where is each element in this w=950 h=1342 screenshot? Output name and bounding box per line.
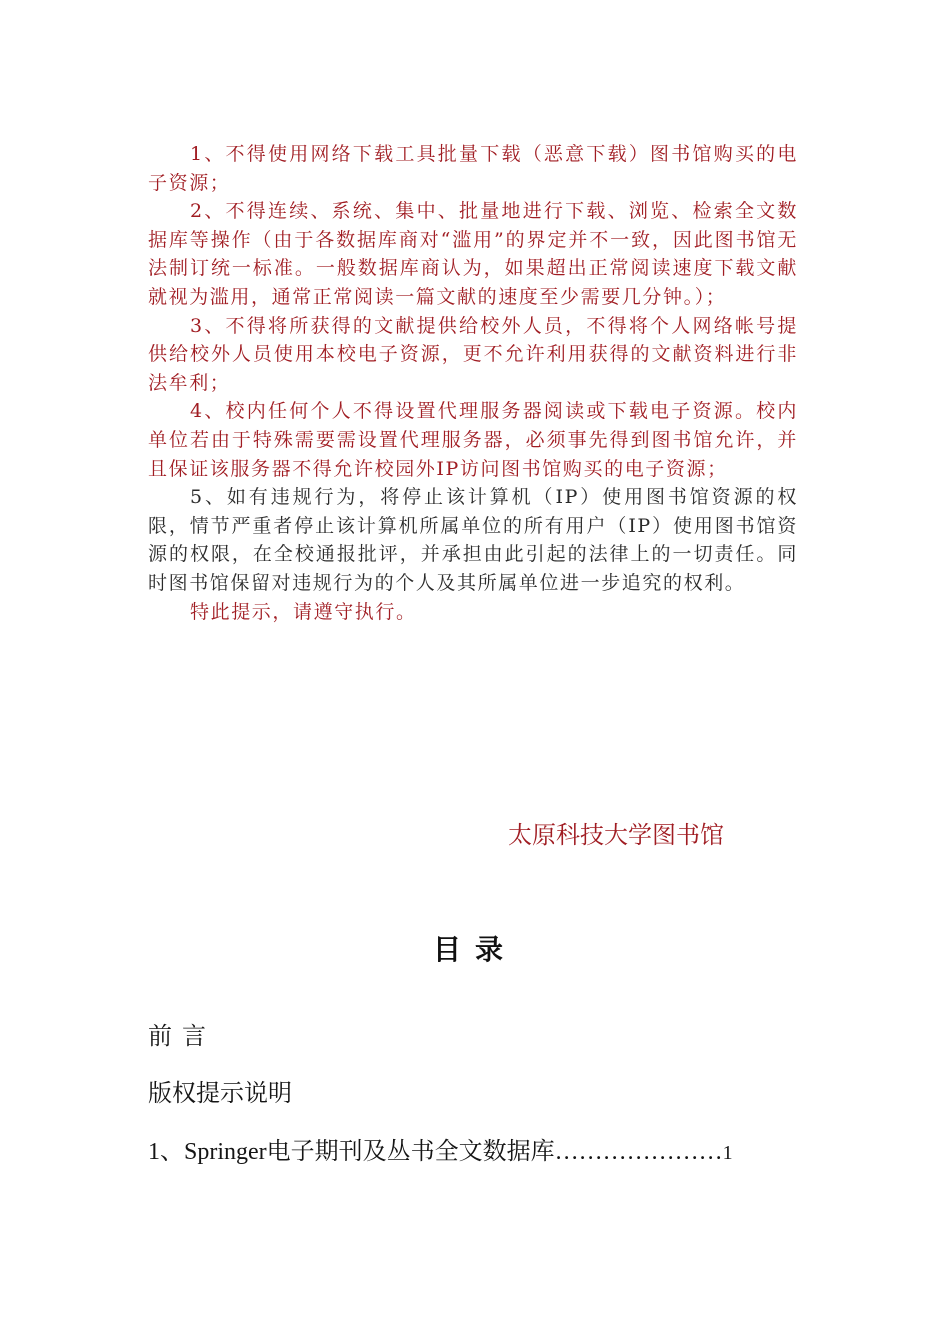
toc-item-label: 1、Springer电子期刊及丛书全文数据库 <box>148 1139 555 1165</box>
notice-paragraph-1: 1、不得使用网络下载工具批量下载（恶意下载）图书馆购买的电子资源； <box>148 143 798 194</box>
copyright-notice <box>148 140 798 626</box>
toc-dot-leader: ………………… <box>554 1139 723 1165</box>
signature-library-name: 太原科技大学图书馆 <box>508 823 724 849</box>
toc-item-preface[interactable]: 前言 <box>148 1024 216 1050</box>
toc-title: 目录 <box>432 933 517 966</box>
notice-closing: 特此提示，请遵守执行。 <box>190 600 417 623</box>
notice-paragraph-5: 5、如有违规行为，将停止该计算机（IP）使用图书馆资源的权限，情节严重者停止该计算机所属单位的所有用户（IP）使用图书馆资源的权限，在全校通报批评，并承担由此引起的法律上的一切责任。同时图书馆保留对违规行为的个人及其所属单位进一步追究的权利。 <box>148 486 798 594</box>
toc-page-number: 1 <box>722 1142 733 1164</box>
notice-paragraph-2: 2、不得连续、系统、集中、批量地进行下载、浏览、检索全文数据库等操作（由于各数据库商对“滥用”的界定并不一致，因此图书馆无法制订统一标准。一般数据库商认为，如果超出正常阅读速度下载文献就视为滥用，通常正常阅读一篇文献的速度至少需要几分钟。）； <box>148 200 798 308</box>
toc-item-springer[interactable] <box>148 1131 733 1166</box>
toc-item-copyright[interactable]: 版权提示说明 <box>148 1081 292 1107</box>
notice-paragraph-4: 4、校内任何个人不得设置代理服务器阅读或下载电子资源。校内单位若由于特殊需要需设置代理服务器，必须事先得到图书馆允许，并且保证该服务器不得允许校园外IP访问图书馆购买的电子资源； <box>148 400 798 480</box>
notice-paragraph-3: 3、不得将所获得的文献提供给校外人员，不得将个人网络帐号提供给校外人员使用本校电子资源，更不允许利用获得的文献资料进行非法牟利； <box>148 314 798 394</box>
